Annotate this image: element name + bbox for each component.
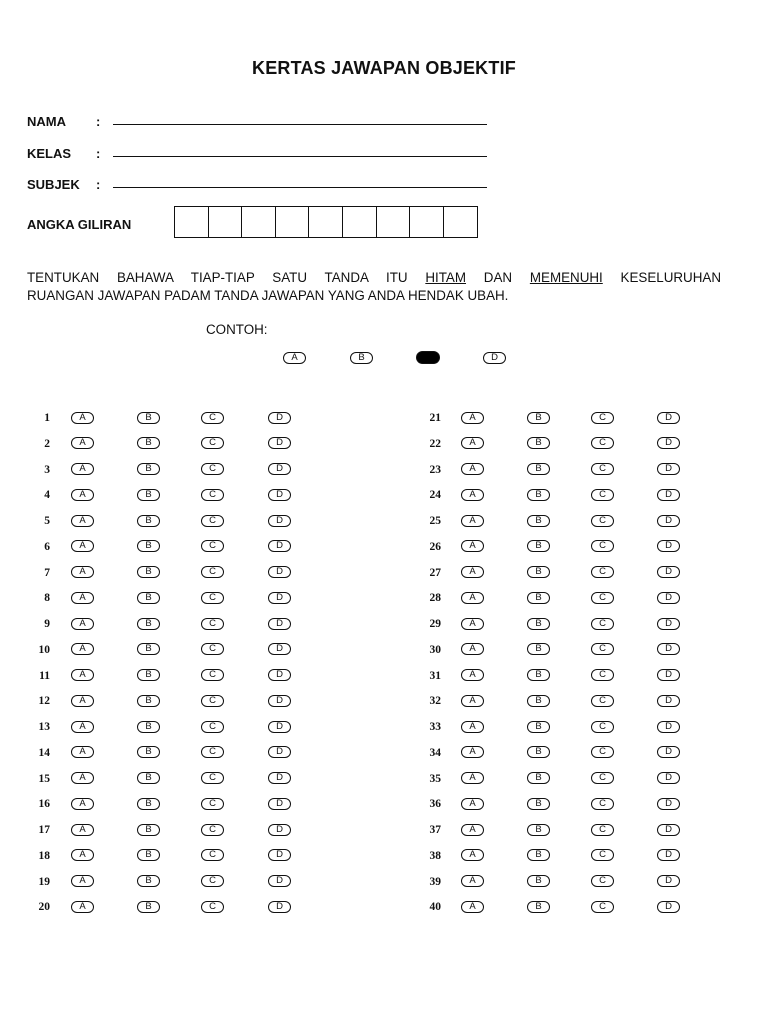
instruction-text-a: TENTUKAN BAHAWA TIAP-TIAP SATU TANDA ITU [27,270,426,285]
angka-giliran-boxes [174,206,478,238]
answer-bubble-a[interactable]: A [71,669,94,681]
answer-bubble-a[interactable]: A [71,618,94,630]
answer-bubble-c[interactable]: C [201,746,224,758]
answer-bubble-a[interactable]: A [71,412,94,424]
angka-giliran-box[interactable] [410,207,444,237]
answer-bubble-c[interactable]: C [201,515,224,527]
question-number: 11 [39,669,50,682]
answer-bubble-b[interactable]: B [527,772,550,784]
angka-giliran-box[interactable] [276,207,310,237]
question-number: 1 [44,412,50,424]
angka-giliran-box[interactable] [175,207,209,237]
answer-bubble-d[interactable]: D [268,515,291,527]
question-number: 29 [429,618,441,630]
answer-bubble-d[interactable]: D [657,592,680,604]
answer-bubble-b[interactable]: B [527,437,550,449]
answer-bubble-c[interactable]: C [201,412,224,424]
question-number: 25 [429,515,441,527]
answer-bubble-b[interactable]: B [527,566,550,578]
answer-bubble-a[interactable]: A [461,643,484,655]
question-number: 20 [38,901,50,914]
instruction-hitam: HITAM [425,270,467,285]
question-number: 7 [44,566,50,579]
answer-bubble-d[interactable]: D [657,695,680,707]
answer-bubble-a[interactable]: A [71,875,94,887]
answer-bubble-a[interactable]: A [461,515,484,527]
answer-bubble-d[interactable]: D [657,618,680,630]
answer-bubble-d[interactable]: D [657,849,680,861]
question-number: 40 [429,901,441,914]
answer-bubble-d[interactable]: D [268,463,291,475]
nama-field[interactable] [113,124,487,125]
answer-bubble-b[interactable]: B [137,540,160,552]
angka-giliran-box[interactable] [343,207,377,237]
answer-bubble-b[interactable]: B [527,412,550,424]
answer-bubble-d[interactable]: D [268,798,291,810]
answer-bubble-a[interactable]: A [461,746,484,758]
answer-bubble-c[interactable]: C [591,669,614,681]
question-number: 15 [38,772,50,785]
answer-bubble-d[interactable]: D [657,412,680,424]
question-number: 23 [429,463,441,476]
example-bubble-a: A [283,352,306,364]
angka-giliran-box[interactable] [209,207,243,237]
answer-bubble-b[interactable]: B [527,669,550,681]
question-number: 27 [429,566,441,579]
answer-bubble-a[interactable]: A [461,849,484,861]
answer-bubble-a[interactable]: A [461,437,484,449]
answer-bubble-d[interactable]: D [268,618,291,630]
answer-bubble-c[interactable]: C [591,566,614,578]
answer-bubble-b[interactable]: B [527,901,550,913]
subjek-label: SUBJEK [27,177,80,192]
answer-bubble-b[interactable]: B [137,901,160,913]
answer-bubble-d[interactable]: D [268,540,291,552]
question-number: 6 [44,540,50,553]
answer-bubble-a[interactable]: A [71,849,94,861]
question-number: 39 [429,875,441,888]
answer-bubble-c[interactable]: C [201,875,224,887]
nama-label: NAMA [27,114,66,129]
answer-bubble-c[interactable]: C [591,849,614,861]
answer-bubble-d[interactable]: D [268,592,291,604]
answer-bubble-b[interactable]: B [137,746,160,758]
answer-bubble-a[interactable]: A [461,875,484,887]
answer-bubble-a[interactable]: A [71,695,94,707]
answer-bubble-d[interactable]: D [657,721,680,733]
question-number: 31 [429,669,441,682]
answer-bubble-c[interactable]: C [201,798,224,810]
answer-bubble-d[interactable]: D [268,824,291,836]
answer-bubble-c[interactable]: C [591,618,614,630]
question-number: 18 [38,849,50,862]
answer-bubble-d[interactable]: D [657,540,680,552]
answer-bubble-b[interactable]: B [527,489,550,501]
answer-bubble-c[interactable]: C [201,489,224,501]
question-number: 3 [44,463,50,476]
answer-bubble-a[interactable]: A [461,592,484,604]
answer-bubble-b[interactable]: B [137,515,160,527]
answer-bubble-c[interactable]: C [591,412,614,424]
answer-bubble-d[interactable]: D [657,746,680,758]
question-number: 21 [429,412,441,424]
angka-giliran-box[interactable] [377,207,411,237]
answer-bubble-d[interactable]: D [657,875,680,887]
question-number: 8 [44,592,50,605]
answer-bubble-c[interactable]: C [201,592,224,604]
answer-bubble-d[interactable]: D [657,901,680,913]
answer-bubble-c[interactable]: C [201,721,224,733]
instruction-text-c: KESELURUHAN [602,270,722,285]
answer-bubble-d[interactable]: D [268,875,291,887]
answer-bubble-c[interactable]: C [591,901,614,913]
instruction-line-1 [27,269,721,287]
answer-bubble-a[interactable]: A [461,618,484,630]
answer-bubble-a[interactable]: A [71,437,94,449]
answer-bubble-d[interactable]: D [657,489,680,501]
answer-bubble-d[interactable]: D [268,721,291,733]
subjek-colon: : [96,177,101,192]
question-number: 35 [429,772,441,785]
answer-bubble-b[interactable]: B [137,695,160,707]
question-number: 36 [429,798,441,811]
answer-bubble-c[interactable]: C [201,566,224,578]
answer-bubble-a[interactable]: A [71,798,94,810]
question-number: 24 [429,489,441,502]
answer-bubble-d[interactable]: D [268,437,291,449]
example-bubble-filled [416,351,440,364]
answer-bubble-d[interactable]: D [657,824,680,836]
answer-bubble-b[interactable]: B [137,824,160,836]
answer-bubble-b[interactable]: B [527,746,550,758]
answer-bubble-c[interactable]: C [201,540,224,552]
answer-bubble-c[interactable]: C [591,540,614,552]
answer-bubble-b[interactable]: B [527,721,550,733]
answer-bubble-b[interactable]: B [527,540,550,552]
answer-bubble-c[interactable]: C [201,824,224,836]
answer-bubble-a[interactable]: A [71,824,94,836]
kelas-field[interactable] [113,156,487,157]
sheet-title: KERTAS JAWAPAN OBJEKTIF [252,58,516,78]
question-number: 9 [44,618,50,630]
angka-giliran-box[interactable] [309,207,343,237]
example-bubble-d: D [483,352,506,364]
answer-bubble-b[interactable]: B [137,875,160,887]
answer-bubble-a[interactable]: A [461,824,484,836]
answer-bubble-c[interactable]: C [591,721,614,733]
answer-bubble-d[interactable]: D [657,669,680,681]
answer-bubble-a[interactable]: A [461,412,484,424]
answer-bubble-c[interactable]: C [201,643,224,655]
answer-bubble-b[interactable]: B [527,515,550,527]
answer-bubble-c[interactable]: C [591,772,614,784]
answer-bubble-d[interactable]: D [657,463,680,475]
answer-bubble-d[interactable]: D [268,566,291,578]
question-number: 22 [429,437,441,450]
answer-bubble-c[interactable]: C [591,515,614,527]
answer-bubble-a[interactable]: A [71,489,94,501]
answer-bubble-a[interactable]: A [71,643,94,655]
answer-bubble-b[interactable]: B [137,489,160,501]
answer-bubble-a[interactable]: A [71,540,94,552]
answer-bubble-a[interactable]: A [461,540,484,552]
question-number: 34 [429,746,441,759]
answer-bubble-c[interactable]: C [591,798,614,810]
answer-bubble-b[interactable]: B [527,463,550,475]
question-number: 26 [429,540,441,553]
answer-bubble-a[interactable]: A [461,566,484,578]
answer-bubble-d[interactable]: D [268,669,291,681]
answer-bubble-a[interactable]: A [71,566,94,578]
kelas-colon: : [96,146,101,161]
answer-bubble-d[interactable]: D [268,695,291,707]
answer-bubble-d[interactable]: D [657,798,680,810]
answer-bubble-a[interactable]: A [461,489,484,501]
answer-bubble-d[interactable]: D [268,901,291,913]
answer-bubble-b[interactable]: B [137,721,160,733]
answer-bubble-a[interactable]: A [461,669,484,681]
answer-bubble-b[interactable]: B [137,412,160,424]
answer-bubble-d[interactable]: D [268,412,291,424]
answer-bubble-a[interactable]: A [71,592,94,604]
answer-bubble-a[interactable]: A [71,721,94,733]
answer-bubble-b[interactable]: B [137,643,160,655]
angka-giliran-box[interactable] [242,207,276,237]
answer-bubble-c[interactable]: C [591,437,614,449]
question-number: 13 [38,721,50,733]
question-number: 2 [44,437,50,450]
answer-bubble-b[interactable]: B [527,592,550,604]
answer-bubble-c[interactable]: C [591,746,614,758]
subjek-field[interactable] [113,187,487,188]
angka-giliran-label: ANGKA GILIRAN [27,217,132,232]
example-bubble-b: B [350,352,373,364]
question-number: 38 [429,849,441,862]
instruction-text-b: DAN [466,270,530,285]
answer-bubble-c[interactable]: C [591,695,614,707]
answer-bubble-b[interactable]: B [137,669,160,681]
answer-bubble-b[interactable]: B [137,618,160,630]
question-number: 37 [429,824,441,836]
question-number: 32 [429,695,441,708]
angka-giliran-box[interactable] [444,207,478,237]
question-number: 12 [38,695,50,708]
answer-bubble-d[interactable]: D [657,437,680,449]
answer-bubble-d[interactable]: D [657,643,680,655]
answer-bubble-a[interactable]: A [71,746,94,758]
answer-bubble-c[interactable]: C [201,437,224,449]
answer-bubble-b[interactable]: B [527,875,550,887]
nama-colon: : [96,114,101,129]
answer-bubble-b[interactable]: B [137,772,160,784]
answer-bubble-a[interactable]: A [71,515,94,527]
answer-bubble-d[interactable]: D [657,566,680,578]
answer-bubble-d[interactable]: D [268,643,291,655]
question-number: 16 [38,798,50,811]
question-number: 4 [44,489,50,502]
answer-bubble-c[interactable]: C [591,592,614,604]
question-number: 10 [38,643,50,656]
answer-bubble-b[interactable]: B [137,566,160,578]
example-label: CONTOH: [206,322,268,337]
question-number: 19 [38,875,50,888]
answer-bubble-c[interactable]: C [591,875,614,887]
question-number: 5 [44,515,50,527]
question-number: 17 [38,824,50,836]
answer-bubble-a[interactable]: A [461,901,484,913]
answer-bubble-b[interactable]: B [137,463,160,475]
answer-bubble-a[interactable]: A [71,901,94,913]
answer-bubble-a[interactable]: A [461,695,484,707]
instruction-memenuhi: MEMENUHI [529,270,603,285]
answer-bubble-c[interactable]: C [201,772,224,784]
answer-bubble-c[interactable]: C [201,695,224,707]
answer-bubble-b[interactable]: B [527,643,550,655]
instruction-line-2: RUANGAN JAWAPAN PADAM TANDA JAWAPAN YANG ANDA HENDAK UBAH. [27,288,509,303]
answer-bubble-c[interactable]: C [591,489,614,501]
answer-bubble-b[interactable]: B [527,849,550,861]
answer-bubble-d[interactable]: D [268,746,291,758]
question-number: 30 [429,643,441,656]
answer-bubble-b[interactable]: B [137,437,160,449]
answer-bubble-c[interactable]: C [201,463,224,475]
answer-bubble-b[interactable]: B [137,592,160,604]
answer-bubble-a[interactable]: A [71,772,94,784]
answer-bubble-a[interactable]: A [461,721,484,733]
answer-bubble-c[interactable]: C [201,669,224,681]
answer-bubble-b[interactable]: B [527,695,550,707]
question-number: 14 [38,746,50,759]
answer-bubble-c[interactable]: C [591,824,614,836]
answer-bubble-b[interactable]: B [527,798,550,810]
answer-bubble-b[interactable]: B [137,849,160,861]
answer-bubble-d[interactable]: D [268,489,291,501]
answer-bubble-d[interactable]: D [657,515,680,527]
answer-bubble-a[interactable]: A [461,798,484,810]
answer-bubble-d[interactable]: D [657,772,680,784]
answer-bubble-a[interactable]: A [71,463,94,475]
answer-bubble-a[interactable]: A [461,463,484,475]
answer-bubble-c[interactable]: C [201,901,224,913]
question-number: 33 [429,721,441,733]
answer-bubble-d[interactable]: D [268,772,291,784]
question-number: 28 [429,592,441,605]
answer-bubble-b[interactable]: B [137,798,160,810]
kelas-label: KELAS [27,146,72,161]
answer-bubble-a[interactable]: A [461,772,484,784]
answer-bubble-d[interactable]: D [268,849,291,861]
answer-bubble-c[interactable]: C [201,618,224,630]
answer-bubble-c[interactable]: C [201,849,224,861]
answer-bubble-b[interactable]: B [527,618,550,630]
answer-bubble-c[interactable]: C [591,463,614,475]
answer-bubble-c[interactable]: C [591,643,614,655]
answer-bubble-b[interactable]: B [527,824,550,836]
